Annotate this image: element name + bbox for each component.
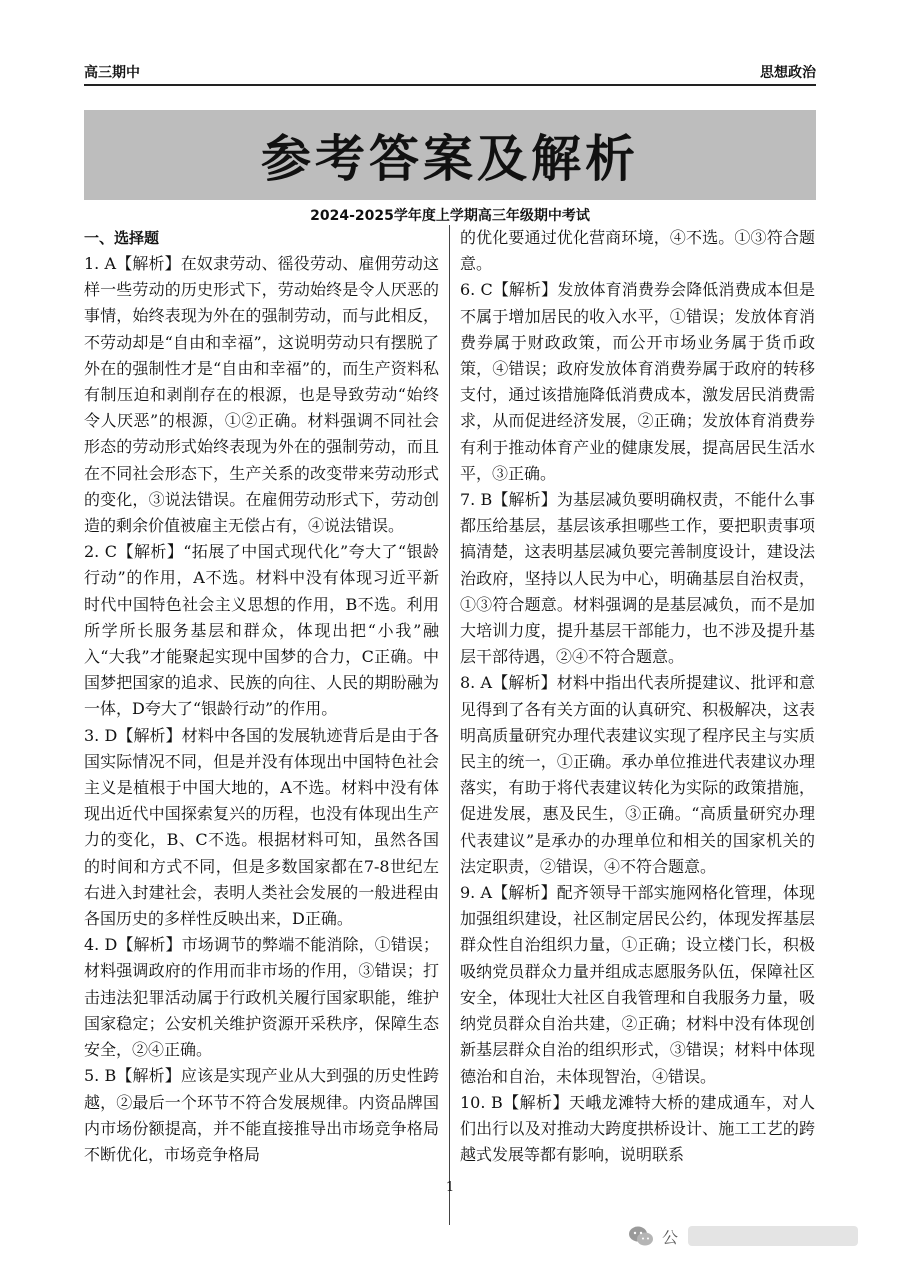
left-column (84, 225, 439, 1168)
answer-paragraph: 2. C【解析】“拓展了中国式现代化”夸大了“银龄行动”的作用，A不选。材料中没有体现习近平新时代中国特色社会主义思想的作用，B不选。利用所学所长服务基层和群众，体现出把“小我”融入“大我”才能聚起实现中国梦的合力，C正确。中国梦把国家的追求、民族的向往、人民的期盼融为一体，D夸大了“银龄行动”的作用。 (84, 542, 439, 719)
section-title: 一、选择题 (84, 229, 160, 247)
title-banner (84, 110, 816, 200)
answer-paragraph: 6. C【解析】发放体育消费券会降低消费成本但是不属于增加居民的收入水平，①错误；发放体育消费券属于财政政策，而公开市场业务属于货币政策，④错误；政府发放体育消费券属于政府的转移支付，通过该措施降低消费成本，激发居民消费需求，从而促进经济发展，②正确；发放体育消费券有利于推动体育产业的健康发展，提高居民生活水平，③正确。 (460, 280, 815, 483)
exam-subtitle: 2024-2025学年度上学期高三年级期中考试 (310, 208, 590, 224)
answer-paragraph: 9. A【解析】配齐领导干部实施网格化管理，体现加强组织建设，社区制定居民公约，体现发挥基层群众性自治组织力量，①正确；设立楼门长，积极吸纳党员群众力量并组成志愿服务队伍，保障社区安全，体现壮大社区自我管理和自我服务力量，吸纳党员群众自治共建，②正确；材料中没有体现创新基层群众自治的组织形式，③错误；材料中体现德治和自治，未体现智治，④错误。 (460, 883, 815, 1086)
watermark-blurred-name (688, 1226, 858, 1246)
page-header (84, 62, 816, 86)
answer-paragraph: 1. A【解析】在奴隶劳动、徭役劳动、雇佣劳动这样一些劳动的历史形式下，劳动始终是令人厌恶的事情，始终表现为外在的强制劳动，而与此相反，不劳动却是“自由和幸福”，这说明劳动只有摆脱了外在的强制性才是“自由和幸福”的，而生产资料私有制压迫和剥削存在的根源，也是导致劳动“始终令人厌恶”的根源，①②正确。材料强调不同社会形态的劳动形式始终表现为外在的强制劳动，而且在不同社会形态下，生产关系的改变带来劳动形式的变化，③说法错误。在雇佣劳动形式下，劳动创造的剩余价值被雇主无偿占有，④说法错误。 (84, 254, 439, 536)
header-grade: 高三期中 (84, 65, 140, 81)
page-title: 参考答案及解析 (261, 129, 639, 188)
header-subject: 思想政治 (760, 65, 816, 81)
answer-paragraph: 3. D【解析】材料中各国的发展轨迹背后是由于各国实际情况不同，但是并没有体现出中国特色社会主义是植根于中国大地的，A不选。材料中没有体现出近代中国探索复兴的历程，也没有体现出生产力的变化，B、C不选。根据材料可知，虽然各国的时间和方式不同，但是多数国家都在7-8世纪左右进入封建社会，表明人类社会发展的一般进程由各国历史的多样性反映出来，D正确。 (84, 725, 439, 929)
answer-paragraph: 的优化要通过优化营商环境，④不选。①③符合题意。 (460, 228, 815, 274)
watermark (628, 1222, 878, 1250)
answer-paragraph: 7. B【解析】为基层减负要明确权责，不能什么事都压给基层，基层该承担哪些工作，要把职责事项搞清楚，这表明基层减负要完善制度设计，建设法治政府，坚持以人民为中心，明确基层自治权责，①③符合题意。材料强调的是基层减负，而不是加大培训力度，提升基层干部能力，也不涉及提升基层干部待遇，②④不符合题意。 (460, 490, 815, 667)
right-column (460, 225, 815, 1168)
column-divider (449, 225, 450, 1225)
answer-paragraph: 10. B【解析】天峨龙滩特大桥的建成通车，对人们出行以及对推动大跨度拱桥设计、施工工艺的跨越式发展等都有影响，说明联系 (460, 1092, 815, 1165)
answer-paragraph: 4. D【解析】市场调节的弊端不能消除，①错误；材料强调政府的作用而非市场的作用，③错误；打击违法犯罪活动属于行政机关履行国家职能，维护国家稳定；公安机关维护资源开采秩序，保障生态安全，②④正确。 (84, 935, 439, 1060)
watermark-text: 公 (662, 1227, 679, 1247)
page-number: 1 (445, 1180, 455, 1195)
answer-paragraph: 5. B【解析】应该是实现产业从大到强的历史性跨越，②最后一个环节不符合发展规律。内资品牌国内市场份额提高，并不能直接推导出市场竞争格局不断优化，市场竞争格局 (84, 1066, 439, 1164)
answer-paragraph: 8. A【解析】材料中指出代表所提建议、批评和意见得到了各有关方面的认真研究、积极解决，这表明高质量研究办理代表建议实现了程序民主与实质民主的统一，①正确。承办单位推进代表建议办理落实，有助于将代表建议转化为实际的政策措施，促进发展，惠及民生，③正确。“高质量研究办理代表建议”是承办的办理单位和相关的国家机关的法定职责，②错误，④不符合题意。 (460, 673, 815, 876)
wechat-icon (628, 1225, 654, 1247)
